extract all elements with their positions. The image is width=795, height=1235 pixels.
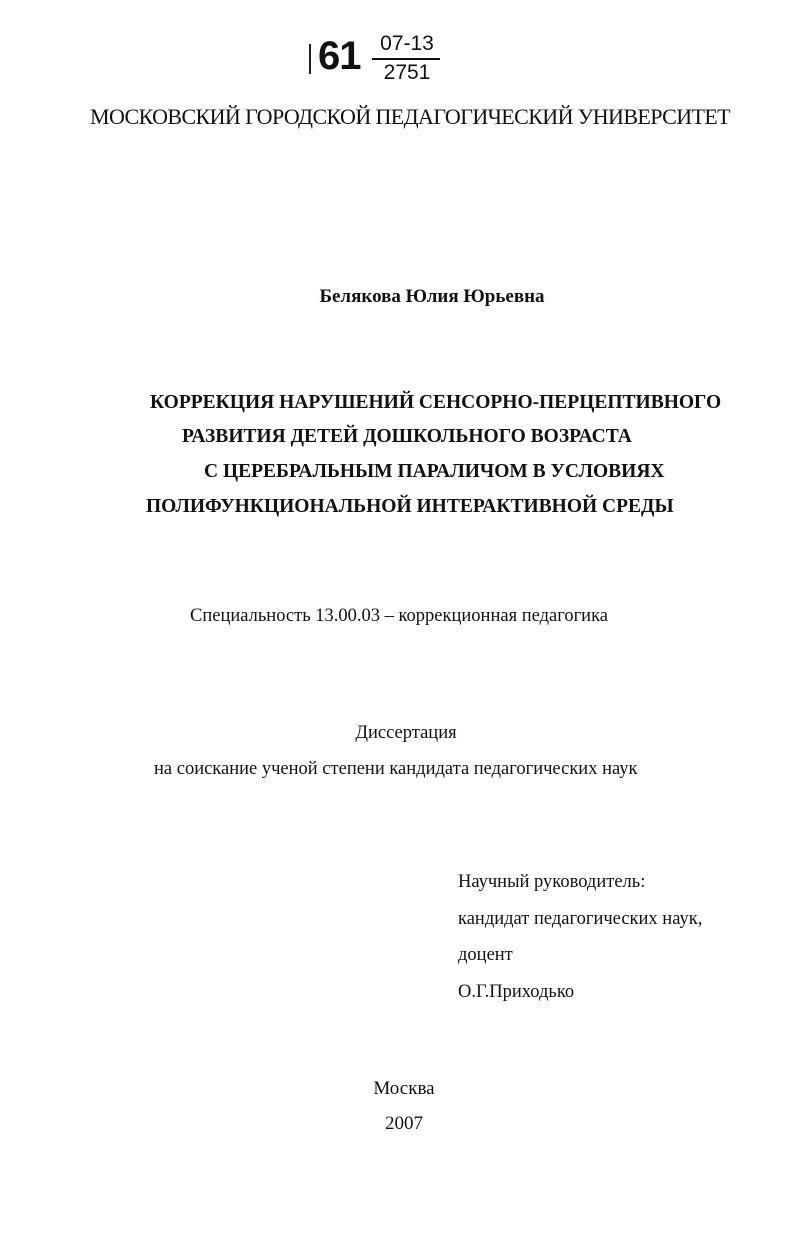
stamp-bottom-number: 2751	[383, 61, 431, 84]
title-line-4: ПОЛИФУНКЦИОНАЛЬНОЙ ИНТЕРАКТИВНОЙ СРЕДЫ	[146, 496, 674, 517]
document-type: Диссертация	[355, 723, 457, 743]
specialty: Специальность 13.00.03 – коррекционная педагогика	[190, 606, 608, 626]
supervisor-degree: кандидат педагогических наук,	[458, 908, 703, 929]
year: 2007	[385, 1113, 423, 1134]
title-line-2: РАЗВИТИЯ ДЕТЕЙ ДОШКОЛЬНОГО ВОЗРАСТА	[182, 426, 632, 447]
supervisor-label: Научный руководитель:	[458, 872, 646, 892]
city: Москва	[373, 1078, 435, 1099]
university-name: МОСКОВСКИЙ ГОРОДСКОЙ ПЕДАГОГИЧЕСКИЙ УНИВЕРСИТЕТ	[89, 104, 731, 129]
title-line-3: С ЦЕРЕБРАЛЬНЫМ ПАРАЛИЧОМ В УСЛОВИЯХ	[204, 461, 665, 482]
author-name: Белякова Юлия Юрьевна	[319, 286, 545, 307]
supervisor-name: О.Г.Приходько	[458, 981, 575, 1002]
stamp-fraction-line	[372, 58, 440, 60]
stamp-main-number: 61	[318, 34, 361, 78]
degree-sought: на соискание ученой степени кандидата педагогических наук	[154, 759, 638, 779]
stamp-top-number: 07-13	[380, 32, 434, 55]
supervisor-block	[458, 864, 702, 1010]
title-line-1: КОРРЕКЦИЯ НАРУШЕНИЙ СЕНСОРНО-ПЕРЦЕПТИВНОГО	[150, 392, 722, 413]
stamp-bar	[309, 44, 311, 74]
supervisor-rank: доцент	[458, 945, 513, 965]
